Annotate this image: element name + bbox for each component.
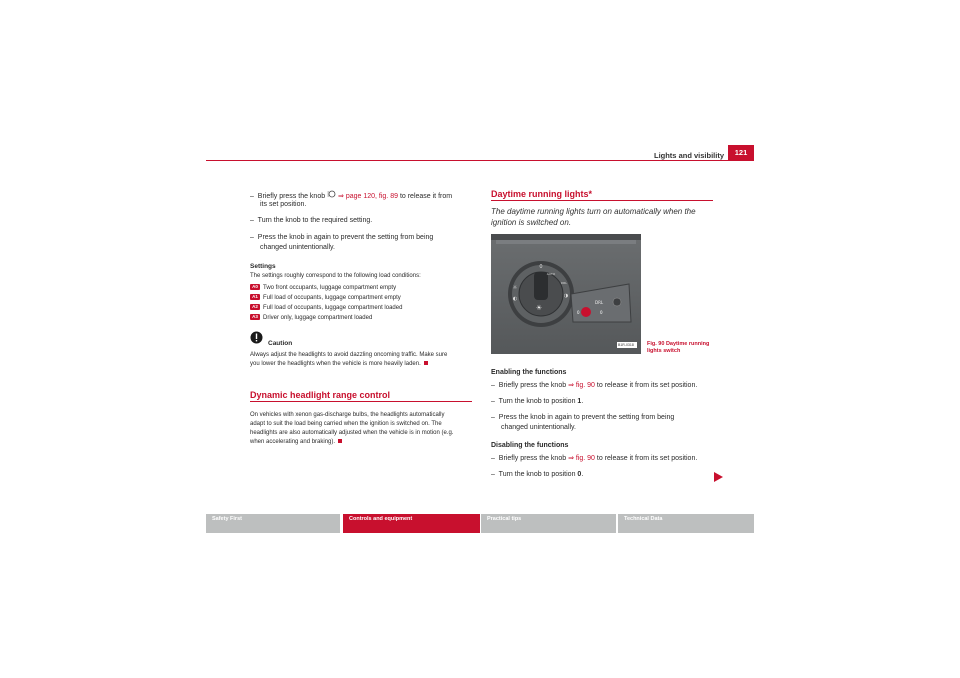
disable-heading: Disabling the functions [491,442,569,449]
figure-caption: lights switch [647,348,681,354]
end-mark [424,361,428,365]
page-number: 121 [728,145,754,160]
caution-icon [250,331,263,349]
continue-arrow-icon[interactable] [714,469,723,487]
section-rule [491,200,713,201]
fig-link[interactable]: ⇒ fig. 90 [568,455,595,462]
section-rule [250,401,472,402]
light-switch-figure [491,234,641,354]
svg-text:AUTO: AUTO [546,272,556,276]
settings-heading: Settings [250,263,276,270]
setting-badge: A0 [250,284,260,290]
enable-step-3-cont: changed unintentionally. [501,424,576,431]
footer-tab-controls[interactable]: Controls and equipment [343,514,480,533]
svg-text:DRL: DRL [560,281,568,285]
page-link[interactable]: ⇒ page 120, fig. 89 [338,193,398,200]
svg-text:☀: ☀ [535,304,543,312]
body-text: when accelerating and braking). [250,437,342,447]
setting-item: A2 Full load of occupants, luggage compartment loaded [250,303,402,313]
end-mark [338,439,342,443]
svg-text:DRL: DRL [595,300,604,305]
disable-step-2: – Turn the knob to position 0. [491,471,584,478]
step-3: – Press the knob in again to prevent the setting from being [250,234,434,241]
step-1: – Briefly press the knob ⇒ page 120, fig. 89 to release it from [250,193,453,200]
svg-text:0: 0 [539,264,543,270]
caution-title: Caution [268,340,293,347]
section-title-dynamic: Dynamic headlight range control [250,390,391,400]
step-2: – Turn the knob to the required setting. [250,217,373,224]
body-text: headlights are also automatically adjusted when the vehicle is in motion (e.g. [250,430,454,436]
enable-heading: Enabling the functions [491,369,567,376]
setting-badge: A3 [250,314,260,320]
setting-item: A1 Full load of occupants, luggage compartment empty [250,293,401,303]
footer-tab-technical[interactable]: Technical Data [618,514,754,533]
svg-text:0: 0 [600,310,603,315]
svg-text:◐: ◐ [512,296,518,302]
header-title: Lights and visibility [653,151,724,160]
fig-link[interactable]: ⇒ fig. 90 [568,382,595,389]
caution-text: you lower the headlights when the vehicle is more heavily laden. [250,359,428,369]
footer-tab-safety[interactable]: Safety First [206,514,340,533]
figure-caption: Fig. 90 Daytime running [647,341,710,347]
enable-step-2: – Turn the knob to position 1. [491,398,584,405]
step-3-cont: changed unintentionally. [260,244,335,251]
settings-intro: The settings roughly correspond to the following load conditions: [250,273,421,279]
disable-step-1: – Briefly press the knob ⇒ fig. 90 to release it from its set position. [491,455,698,462]
section-title-drl: Daytime running lights* [491,189,593,199]
setting-item: A0 Two front occupants, luggage compartment empty [250,283,396,293]
body-text: On vehicles with xenon gas-discharge bulbs, the headlights automatically [250,412,445,418]
light-knob-icon [327,193,338,200]
header-rule [206,160,754,161]
svg-text:◑: ◑ [563,293,569,299]
svg-text:☼: ☼ [512,285,518,291]
setting-badge: A1 [250,294,260,300]
svg-text:0: 0 [577,310,580,315]
enable-step-1: – Briefly press the knob ⇒ fig. 90 to release it from its set position. [491,382,698,389]
body-text: adapt to suit the load being carried when the ignition is switched on. The [250,421,442,427]
setting-badge: A2 [250,304,260,310]
caution-text: Always adjust the headlights to avoid dazzling oncoming traffic. Make sure [250,352,448,358]
step-1-cont: its set position. [260,201,307,208]
footer-tab-practical[interactable]: Practical tips [481,514,616,533]
enable-step-3: – Press the knob in again to prevent the setting from being [491,414,675,421]
intro-text: ignition is switched on. [491,218,572,227]
light-switch-illustration [491,234,641,354]
figure-code: B1R-0318 [618,343,634,347]
setting-item: A3 Driver only, luggage compartment loaded [250,313,372,323]
intro-text: The daytime running lights turn on automatically when the [491,207,696,216]
